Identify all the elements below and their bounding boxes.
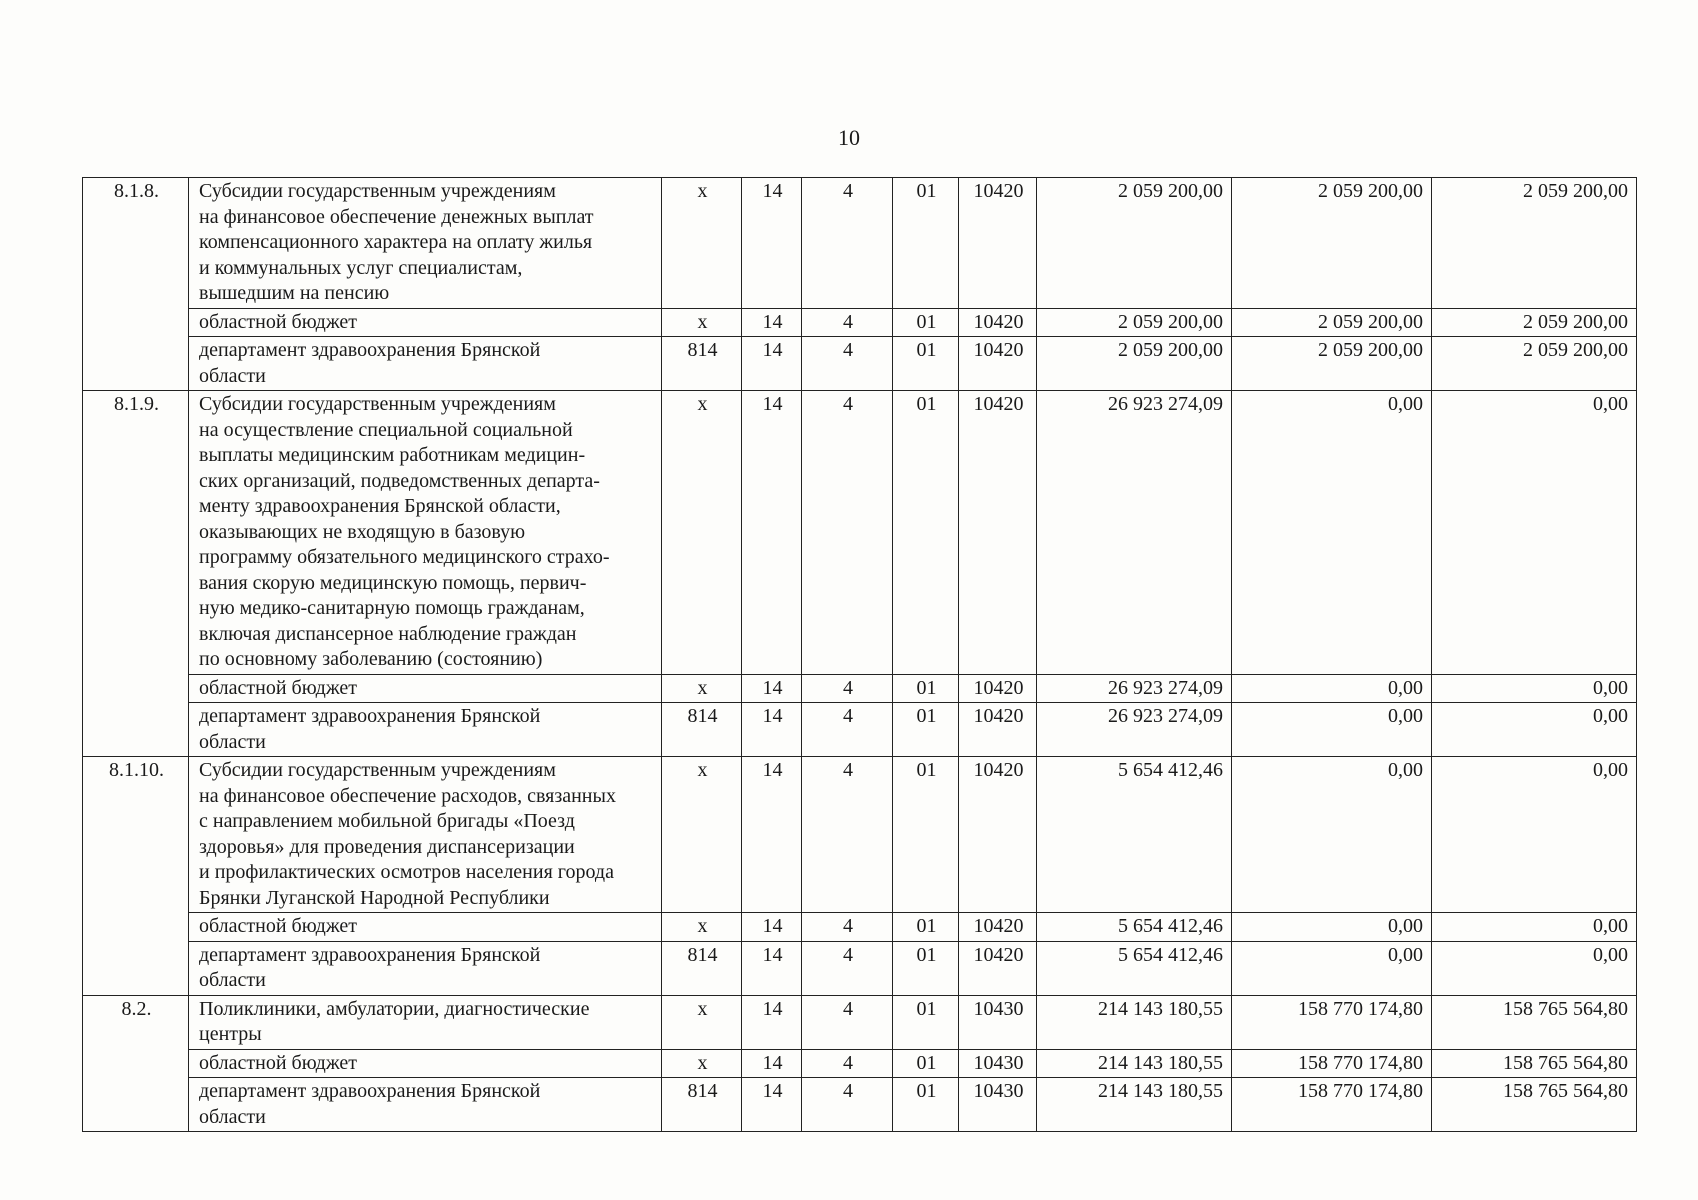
table-row [83, 703, 1637, 757]
code-subprogram-cell: 4 [802, 757, 893, 913]
code-admin-cell: 814 [662, 703, 742, 757]
table-row [83, 1049, 1637, 1078]
code-program-cell: 14 [742, 757, 802, 913]
amount-year2-cell: 0,00 [1232, 913, 1432, 942]
table-row [83, 913, 1637, 942]
code-direction-cell: 10420 [959, 674, 1037, 703]
description-cell: департамент здравоохранения Брянской области [189, 941, 662, 995]
item-number-cell: 8.1.9. [83, 391, 189, 757]
amount-year3-cell: 0,00 [1432, 703, 1637, 757]
table-row [83, 757, 1637, 913]
code-event-cell: 01 [893, 337, 959, 391]
code-subprogram-cell: 4 [802, 913, 893, 942]
code-admin-cell: 814 [662, 1078, 742, 1132]
amount-year1-cell: 5 654 412,46 [1037, 757, 1232, 913]
table-body [83, 178, 1637, 1132]
amount-year1-cell: 2 059 200,00 [1037, 308, 1232, 337]
code-program-cell: 14 [742, 941, 802, 995]
description-cell: областной бюджет [189, 913, 662, 942]
code-event-cell: 01 [893, 913, 959, 942]
code-subprogram-cell: 4 [802, 703, 893, 757]
amount-year1-cell: 214 143 180,55 [1037, 1078, 1232, 1132]
amount-year1-cell: 26 923 274,09 [1037, 391, 1232, 675]
description-cell: областной бюджет [189, 674, 662, 703]
table-row [83, 308, 1637, 337]
item-number-cell: 8.2. [83, 995, 189, 1132]
amount-year3-cell: 0,00 [1432, 391, 1637, 675]
code-admin-cell: х [662, 391, 742, 675]
code-program-cell: 14 [742, 674, 802, 703]
code-admin-cell: х [662, 913, 742, 942]
code-direction-cell: 10420 [959, 703, 1037, 757]
budget-table [82, 177, 1637, 1132]
amount-year3-cell: 2 059 200,00 [1432, 337, 1637, 391]
amount-year2-cell: 158 770 174,80 [1232, 1049, 1432, 1078]
description-cell: Поликлиники, амбулатории, диагностические центры [189, 995, 662, 1049]
amount-year1-cell: 2 059 200,00 [1037, 178, 1232, 309]
code-direction-cell: 10420 [959, 941, 1037, 995]
description-cell: областной бюджет [189, 308, 662, 337]
code-admin-cell: х [662, 178, 742, 309]
amount-year3-cell: 158 765 564,80 [1432, 1049, 1637, 1078]
code-event-cell: 01 [893, 391, 959, 675]
code-event-cell: 01 [893, 674, 959, 703]
amount-year2-cell: 2 059 200,00 [1232, 337, 1432, 391]
code-program-cell: 14 [742, 1078, 802, 1132]
code-subprogram-cell: 4 [802, 391, 893, 675]
code-program-cell: 14 [742, 995, 802, 1049]
description-cell: Субсидии государственным учреждениям на финансовое обеспечение расходов, связанных с направлением мобильной бригады «Поезд здоровья» для проведения диспансеризации и профилактических осмотров населения города Брянки Луганской Народной Республики [189, 757, 662, 913]
code-event-cell: 01 [893, 757, 959, 913]
description-cell: областной бюджет [189, 1049, 662, 1078]
code-program-cell: 14 [742, 703, 802, 757]
code-program-cell: 14 [742, 337, 802, 391]
code-subprogram-cell: 4 [802, 178, 893, 309]
amount-year3-cell: 158 765 564,80 [1432, 995, 1637, 1049]
description-cell: Субсидии государственным учреждениям на осуществление специальной социальной выплаты медицинским работникам медицин- ских организаций, подведомственных департа- менту здравоохранения Брянской области, оказывающих не входящую в базовую программу обязательного медицинского страхо- вания скорую медицинскую помощь, первич- ную медико-санитарную помощь гражданам, включая диспансерное наблюдение граждан по основному заболеванию (состоянию) [189, 391, 662, 675]
description-cell: Субсидии государственным учреждениям на финансовое обеспечение денежных выплат компенсационного характера на оплату жилья и коммунальных услуг специалистам, вышедшим на пенсию [189, 178, 662, 309]
code-subprogram-cell: 4 [802, 674, 893, 703]
item-number-cell: 8.1.8. [83, 178, 189, 391]
code-program-cell: 14 [742, 1049, 802, 1078]
amount-year1-cell: 26 923 274,09 [1037, 674, 1232, 703]
amount-year2-cell: 158 770 174,80 [1232, 1078, 1432, 1132]
code-event-cell: 01 [893, 703, 959, 757]
page-number: 10 [838, 125, 860, 150]
code-direction-cell: 10430 [959, 995, 1037, 1049]
amount-year2-cell: 0,00 [1232, 941, 1432, 995]
amount-year3-cell: 0,00 [1432, 674, 1637, 703]
code-direction-cell: 10420 [959, 178, 1037, 309]
amount-year2-cell: 158 770 174,80 [1232, 995, 1432, 1049]
code-admin-cell: х [662, 1049, 742, 1078]
code-subprogram-cell: 4 [802, 941, 893, 995]
table-row [83, 941, 1637, 995]
code-event-cell: 01 [893, 1049, 959, 1078]
code-direction-cell: 10420 [959, 757, 1037, 913]
amount-year3-cell: 0,00 [1432, 757, 1637, 913]
amount-year3-cell: 0,00 [1432, 941, 1637, 995]
code-event-cell: 01 [893, 941, 959, 995]
amount-year2-cell: 0,00 [1232, 674, 1432, 703]
code-direction-cell: 10430 [959, 1078, 1037, 1132]
code-admin-cell: х [662, 674, 742, 703]
table-row [83, 1078, 1637, 1132]
amount-year2-cell: 0,00 [1232, 391, 1432, 675]
amount-year1-cell: 5 654 412,46 [1037, 913, 1232, 942]
code-program-cell: 14 [742, 178, 802, 309]
code-program-cell: 14 [742, 391, 802, 675]
amount-year3-cell: 2 059 200,00 [1432, 178, 1637, 309]
amount-year2-cell: 0,00 [1232, 703, 1432, 757]
amount-year3-cell: 158 765 564,80 [1432, 1078, 1637, 1132]
table-row [83, 995, 1637, 1049]
code-direction-cell: 10420 [959, 308, 1037, 337]
code-program-cell: 14 [742, 308, 802, 337]
code-subprogram-cell: 4 [802, 308, 893, 337]
amount-year1-cell: 2 059 200,00 [1037, 337, 1232, 391]
item-number-cell: 8.1.10. [83, 757, 189, 996]
code-direction-cell: 10420 [959, 337, 1037, 391]
code-admin-cell: х [662, 995, 742, 1049]
code-direction-cell: 10420 [959, 391, 1037, 675]
description-cell: департамент здравоохранения Брянской области [189, 337, 662, 391]
amount-year3-cell: 0,00 [1432, 913, 1637, 942]
amount-year1-cell: 214 143 180,55 [1037, 995, 1232, 1049]
code-subprogram-cell: 4 [802, 1049, 893, 1078]
code-admin-cell: х [662, 308, 742, 337]
code-admin-cell: 814 [662, 337, 742, 391]
code-direction-cell: 10420 [959, 913, 1037, 942]
table-row [83, 178, 1637, 309]
code-admin-cell: х [662, 757, 742, 913]
amount-year2-cell: 2 059 200,00 [1232, 178, 1432, 309]
table-row [83, 337, 1637, 391]
code-event-cell: 01 [893, 1078, 959, 1132]
code-program-cell: 14 [742, 913, 802, 942]
amount-year3-cell: 2 059 200,00 [1432, 308, 1637, 337]
code-admin-cell: 814 [662, 941, 742, 995]
code-subprogram-cell: 4 [802, 1078, 893, 1132]
code-subprogram-cell: 4 [802, 337, 893, 391]
code-event-cell: 01 [893, 995, 959, 1049]
amount-year2-cell: 0,00 [1232, 757, 1432, 913]
amount-year1-cell: 5 654 412,46 [1037, 941, 1232, 995]
code-direction-cell: 10430 [959, 1049, 1037, 1078]
code-subprogram-cell: 4 [802, 995, 893, 1049]
amount-year1-cell: 26 923 274,09 [1037, 703, 1232, 757]
code-event-cell: 01 [893, 308, 959, 337]
description-cell: департамент здравоохранения Брянской области [189, 1078, 662, 1132]
amount-year2-cell: 2 059 200,00 [1232, 308, 1432, 337]
code-event-cell: 01 [893, 178, 959, 309]
table-row [83, 674, 1637, 703]
description-cell: департамент здравоохранения Брянской области [189, 703, 662, 757]
table-row [83, 391, 1637, 675]
amount-year1-cell: 214 143 180,55 [1037, 1049, 1232, 1078]
